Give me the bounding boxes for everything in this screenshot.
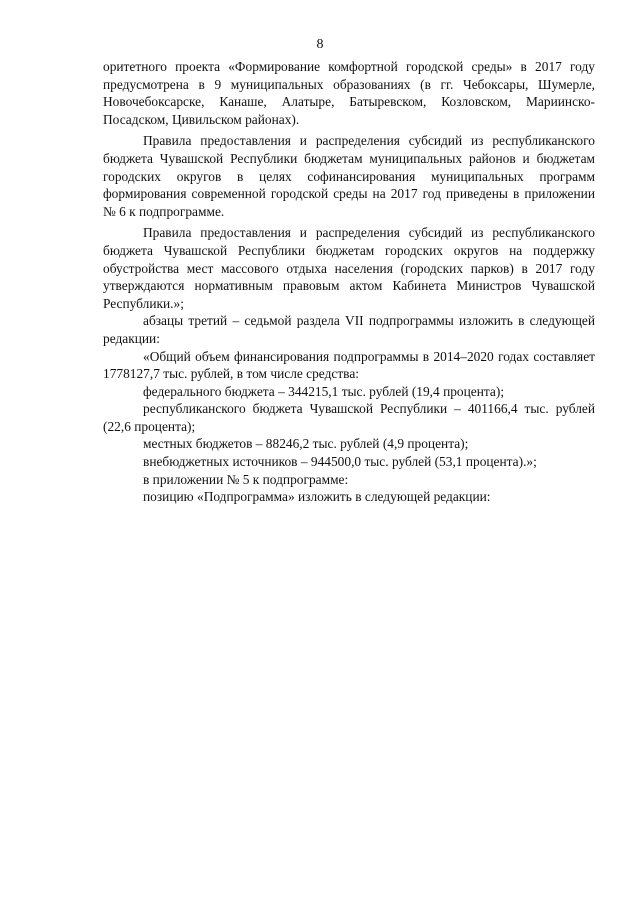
paragraph-appendix-5: в приложении № 5 к подпрограмме: bbox=[143, 471, 349, 487]
document-body bbox=[103, 58, 595, 506]
paragraph-subsidy-rules-city-parks: Правила предоставления и распределения субсидий из республиканского бюджета Чувашской Республики бюджетам городских округов на поддержку обустройства мест массового отдыха населения (городских парков) в 2017 году утверждаются нормативным правовым актом Кабинета Министров Чувашской Республики.»; bbox=[103, 225, 595, 311]
paragraph-subsidy-rules-urban-environment: Правила предоставления и распределения субсидий из республиканского бюджета Чувашской Республики бюджетам муниципальных районов и бюджетам городских округов в целях софинансирования муниципальных программ формирования современной городской среды на 2017 год приведены в приложении № 6 к подпрограмме. bbox=[103, 133, 595, 219]
paragraph-local-budgets: местных бюджетов – 88246,2 тыс. рублей (4,9 процента); bbox=[143, 436, 469, 452]
paragraph-republican-budget: республиканского бюджета Чувашской Республики – 401166,4 тыс. рублей (22,6 процента); bbox=[103, 401, 595, 434]
paragraph-total-financing: «Общий объем финансирования подпрограммы в 2014–2020 годах составляет 1778127,7 тыс. рублей, в том числе средства: bbox=[103, 348, 595, 382]
paragraph-extrabudgetary-sources: внебюджетных источников – 944500,0 тыс. рублей (53,1 процента).»; bbox=[143, 454, 537, 470]
paragraph-subprogram-position: позицию «Подпрограмма» изложить в следующей редакции: bbox=[143, 489, 491, 505]
page-number: 8 bbox=[316, 37, 324, 52]
paragraph-federal-budget: федерального бюджета – 344215,1 тыс. рублей (19,4 процента); bbox=[143, 383, 505, 399]
paragraph-section-vii-amendment: абзацы третий – седьмой раздела VII подпрограммы изложить в следующей редакции: bbox=[103, 313, 595, 346]
paragraph-project-municipalities: оритетного проекта «Формирование комфортной городской среды» в 2017 году предусмотрена в 9 муниципальных образованиях (в гг. Чебоксары, Шумерле, Новочебоксарске, Канаше, Алатыре, Батыревском, Козловском, Мариинско-Посадском, Цивильском районах). bbox=[103, 59, 595, 127]
